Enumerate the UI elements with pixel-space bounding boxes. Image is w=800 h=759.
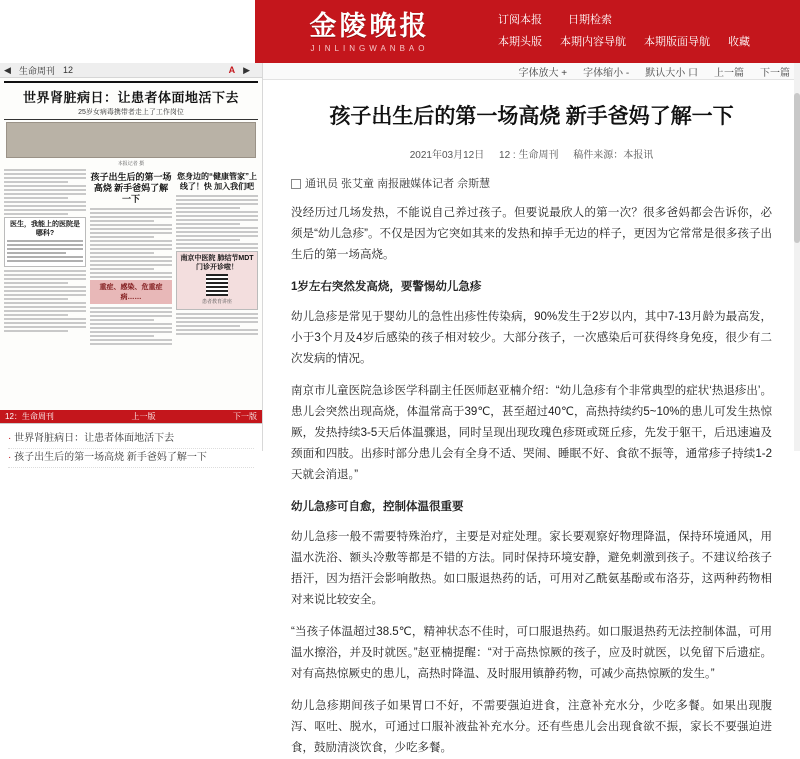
page-toolbar — [0, 63, 262, 78]
facsimile-article-2-title: 孩子出生后的第一场高烧 新手爸妈了解一下 — [90, 172, 172, 204]
article-date: 2021年03月12日 — [409, 150, 485, 161]
facsimile-headline: 世界肾脏病日：让患者体面地活下去 — [22, 90, 239, 105]
prev-article-button[interactable]: 上一篇 — [714, 67, 744, 79]
prev-page-arrow[interactable]: ◀ — [4, 64, 11, 75]
facsimile-footer-bar — [0, 410, 262, 423]
next-page-arrow[interactable]: ▶ — [243, 64, 250, 75]
facsimile-column-3 — [176, 169, 258, 347]
article-title: 孩子出生后的第一场高烧 新手爸妈了解一下 — [329, 104, 734, 128]
paper-logo-subtitle: JINLINGWANBAO — [310, 44, 429, 53]
article-page: 12 : 生命周刊 — [499, 150, 559, 161]
facsimile-box-pink-title: 南京中医院 肺结节MDT门诊开诊啦！ — [180, 255, 254, 271]
paper-logo[interactable] — [262, 4, 477, 60]
facsimile-column-1 — [4, 169, 86, 347]
article-paragraph: 幼儿急疹一般不需要特殊治疗，主要是对症处理。家长要观察好物理降温，保持环境通风，用温水洗浴、额头冷敷等都是不错的方法。同时保持环境安静，避免刺激到孩子。不建议给孩子捂汗，因为捂汗会影响散热。如口服退热药的话，可用对乙酰氨基酚或布洛芬，这两种药物相对来说比较安全。 — [291, 531, 772, 606]
facsimile-article-2-text — [90, 208, 172, 278]
section-name: 生命周刊 — [18, 65, 55, 76]
qr-code-icon — [206, 274, 228, 296]
facsimile-column-2 — [90, 169, 172, 347]
link-content-nav[interactable]: 本期内容导航 — [560, 36, 626, 48]
facsimile-photo — [6, 122, 256, 158]
facsimile-text-block — [4, 169, 86, 215]
article-byline — [291, 175, 772, 191]
facsimile-text-block-2 — [4, 270, 86, 332]
article-source: 稿件来源：本报讯 — [573, 150, 654, 161]
facsimile-red-banner: 重症、感染、危重症病…… — [90, 280, 172, 304]
facsimile-box-pink-note: 患者教育讲座 — [201, 299, 232, 305]
facsimile-article-3-title: 您身边的“健康管家”上线了！快 加入我们吧 — [177, 172, 257, 191]
page-number: 12 — [62, 65, 73, 75]
article-paragraph: 幼儿急疹期间孩子如果胃口不好，不需要强迫进食，注意补充水分，少吃多餐。如果出现腹泻、呕吐、脱水，可通过口服补液盐补充水分。还有些患儿会出现食欲不振，家长不要强迫进食，鼓励清淡饮食，少吃多餐。 — [291, 700, 772, 754]
article-list — [0, 424, 262, 468]
page-facsimile-image[interactable] — [0, 78, 262, 424]
link-page-nav[interactable]: 本期版面导航 — [644, 36, 710, 48]
facsimile-rule-1 — [4, 119, 258, 120]
facsimile-column-3-text-2 — [176, 313, 258, 335]
page-body — [0, 63, 800, 754]
next-article-button[interactable]: 下一篇 — [760, 67, 790, 79]
article-list-item-2[interactable]: · 孩子出生后的第一场高烧 新手爸妈了解一下 — [8, 449, 254, 468]
article-paragraph: 幼儿急疹是常见于婴幼儿的急性出疹性传染病，90%发生于2岁以内，其中7-13月龄为最高发，小于3个月及4岁后感染的孩子相对较少。大部分孩子，一次感染后可获得终身免疫，很少有二次发病的情况。 — [291, 311, 772, 365]
facsimile-top-rule — [4, 81, 258, 83]
article-paragraph: 南京市儿童医院急诊医学科副主任医师赵亚楠介绍：“幼儿急疹有个非常典型的症状‘热退疹出’。患儿会突然出现高烧，体温常高于39℃，甚至超过40℃，高热持续约5~10%的患儿可发生热惊厥，发热持续3-5天后体温骤退，同时呈现出现玫瑰色疹斑或斑丘疹，先发于躯干，后迅速遍及颈面和四肢。出疹时部分患儿会有全身不适、哭闹、睡眠不好、食欲不振等，通常疹子持续1-2天就会消退。” — [291, 385, 772, 481]
facsimile-box-1-text — [7, 240, 83, 262]
page-badge: A — [228, 65, 236, 75]
article-paragraph: 没经历过几场发热，不能说自己养过孩子。但要说最欣人的第一次？很多爸妈都会告诉你，必须是“幼儿急疹”。不仅是因为它突如其来的发热和掉手无边的样子，更因为它常常是很多孩子出生后的第一场高烧。 — [291, 207, 772, 261]
link-favorite[interactable]: 收藏 — [728, 36, 750, 48]
article-panel — [263, 63, 800, 754]
scrollbar-thumb[interactable] — [794, 93, 800, 243]
left-panel — [0, 63, 263, 463]
article-subheading: 幼儿急疹可自愈，控制体温很重要 — [291, 501, 464, 513]
paper-logo-title: 金陵晚报 — [309, 11, 430, 41]
facsimile-prev-page[interactable]: 上一版 — [131, 412, 156, 421]
article-list-item-1[interactable]: · 世界肾脏病日：让患者体面地活下去 — [8, 430, 254, 449]
masthead-links-row-1 — [498, 8, 798, 30]
article-paragraph: “当孩子体温超过38.5℃，精神状态不佳时，可口服退热药。如口服退热药无法控制体温，可用温水擦浴，并及时就医。”赵亚楠提醒：“对于高热惊厥的孩子，应及时就医，以免留下后遗症。对有高热惊厥史的患儿，高热时降温、及时服用镇静药物，可减少高热惊厥的发生。” — [291, 626, 772, 680]
facsimile-next-page[interactable]: 下一版 — [233, 412, 257, 421]
facsimile-box-1-title: 医生，我能上的医院是哪科? — [10, 221, 80, 237]
article-toolbar — [263, 63, 800, 80]
masthead-links — [498, 8, 798, 52]
facsimile-box-1 — [4, 217, 86, 267]
link-date-search[interactable]: 日期检索 — [568, 14, 612, 26]
article-byline-text: 通讯员 张艾童 南报融媒体记者 佘斯慧 — [305, 178, 491, 190]
link-subscribe[interactable]: 订阅本报 — [498, 14, 542, 26]
article-subheading: 1岁左右突然发高烧，要警惕幼儿急疹 — [291, 281, 482, 293]
masthead — [0, 0, 800, 63]
facsimile-photo-caption: 本报记者 摄 — [117, 161, 145, 167]
facsimile-column-2-text-2 — [90, 307, 172, 345]
facsimile-subhead: 25岁女病毒携带者走上了工作岗位 — [78, 109, 184, 116]
font-default-button[interactable]: 默认大小 口 — [645, 67, 698, 79]
facsimile-page-label: 12：生命周刊 — [5, 412, 54, 421]
font-smaller-button[interactable]: 字体缩小 - — [583, 67, 630, 79]
link-front-page[interactable]: 本期头版 — [498, 36, 542, 48]
masthead-left-spacer — [0, 0, 255, 63]
page-scrollbar[interactable] — [794, 63, 800, 451]
author-icon — [291, 179, 301, 189]
facsimile-article-3-text — [176, 195, 258, 249]
article-meta — [263, 146, 800, 161]
font-larger-button[interactable]: 字体放大 + — [518, 67, 568, 79]
masthead-links-row-2 — [498, 30, 798, 52]
facsimile-box-pink — [176, 251, 258, 310]
facsimile-columns — [0, 169, 262, 347]
